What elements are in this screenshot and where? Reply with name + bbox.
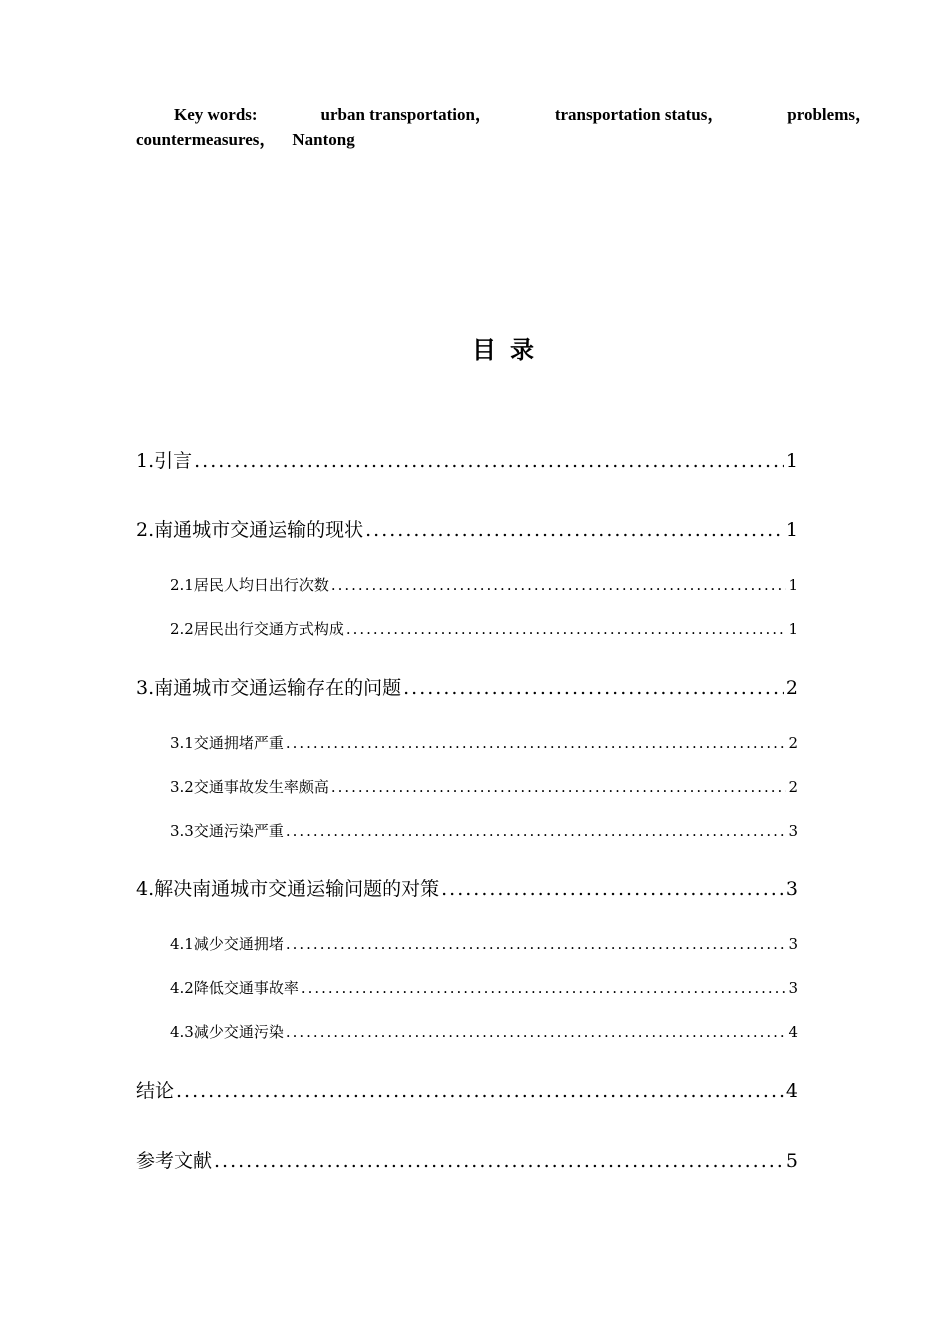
toc-page-number: 3	[788, 979, 798, 997]
toc-title: 目录	[472, 336, 548, 364]
toc-entry-4-3[interactable]	[170, 1021, 798, 1042]
keyword-problems: problems，	[787, 105, 872, 124]
toc-leader-dots	[331, 576, 787, 594]
toc-entry-countermeasures[interactable]	[136, 874, 798, 901]
toc-leader-dots	[346, 620, 787, 638]
toc-entry-4-2[interactable]	[170, 977, 798, 998]
toc-entry-text: 4.解决南通城市交通运输问题的对策	[136, 878, 440, 900]
toc-page-number: 4	[785, 1080, 798, 1102]
toc-leader-dots	[403, 677, 784, 699]
toc-entry-conclusion[interactable]	[136, 1076, 798, 1103]
toc-entry-text: 结论	[136, 1080, 175, 1102]
toc-entry-3-2[interactable]	[170, 776, 798, 797]
toc-page-number: 2	[788, 734, 798, 752]
toc-entry-text: 3.3交通污染严重	[170, 822, 284, 840]
toc-entry-text: 1.引言	[136, 450, 193, 472]
toc-page-number: 1	[788, 620, 798, 638]
toc-page-number: 3	[785, 878, 798, 900]
toc-page-number: 4	[788, 1023, 798, 1041]
toc-entry-text: 参考文献	[136, 1150, 213, 1172]
toc-entry-text: 4.3减少交通污染	[170, 1023, 284, 1041]
toc-page-number: 1	[785, 450, 798, 472]
toc-entry-status[interactable]	[136, 515, 798, 542]
toc-entry-text: 2.2居民出行交通方式构成	[170, 620, 344, 638]
toc-entry-3-1[interactable]	[170, 732, 798, 753]
toc-leader-dots	[301, 979, 787, 997]
toc-leader-dots	[176, 1080, 784, 1102]
toc-page-number: 1	[785, 519, 798, 541]
toc-entry-text: 4.2降低交通事故率	[170, 979, 299, 997]
toc-entry-text: 3.1交通拥堵严重	[170, 734, 284, 752]
keywords-label: Key words:	[174, 105, 258, 124]
toc-entry-2-1[interactable]	[170, 574, 798, 595]
toc-leader-dots	[331, 778, 787, 796]
toc-entry-text: 2.南通城市交通运输的现状	[136, 519, 364, 541]
toc-entry-2-2[interactable]	[170, 618, 798, 639]
toc-entry-references[interactable]	[136, 1146, 798, 1173]
toc-page-number: 3	[788, 822, 798, 840]
toc-leader-dots	[286, 734, 787, 752]
keyword-countermeasures: countermeasures，	[136, 130, 277, 149]
toc-leader-dots	[194, 450, 784, 472]
toc-leader-dots	[286, 935, 787, 953]
toc-leader-dots	[286, 1023, 787, 1041]
toc-entry-problems[interactable]	[136, 673, 798, 700]
keyword-urban-transportation: urban transportation，	[320, 105, 492, 124]
toc-entry-text: 2.1居民人均日出行次数	[170, 576, 329, 594]
toc-page-number: 2	[785, 677, 798, 699]
toc-entry-3-3[interactable]	[170, 820, 798, 841]
toc-page-number: 1	[788, 576, 798, 594]
toc-entry-4-1[interactable]	[170, 933, 798, 954]
toc-leader-dots	[441, 878, 784, 900]
toc-leader-dots	[214, 1150, 784, 1172]
toc-entry-introduction[interactable]	[136, 446, 798, 473]
toc-entry-text: 3.2交通事故发生率颇高	[170, 778, 329, 796]
keyword-nantong: Nantong	[292, 130, 355, 149]
toc-page-number: 5	[785, 1150, 798, 1172]
toc-entry-text: 3.南通城市交通运输存在的问题	[136, 677, 402, 699]
toc-leader-dots	[286, 822, 787, 840]
toc-leader-dots	[365, 519, 784, 541]
toc-page-number: 3	[788, 935, 798, 953]
toc-entry-text: 4.1减少交通拥堵	[170, 935, 284, 953]
toc-page-number: 2	[788, 778, 798, 796]
keyword-transportation-status: transportation status，	[554, 105, 725, 124]
